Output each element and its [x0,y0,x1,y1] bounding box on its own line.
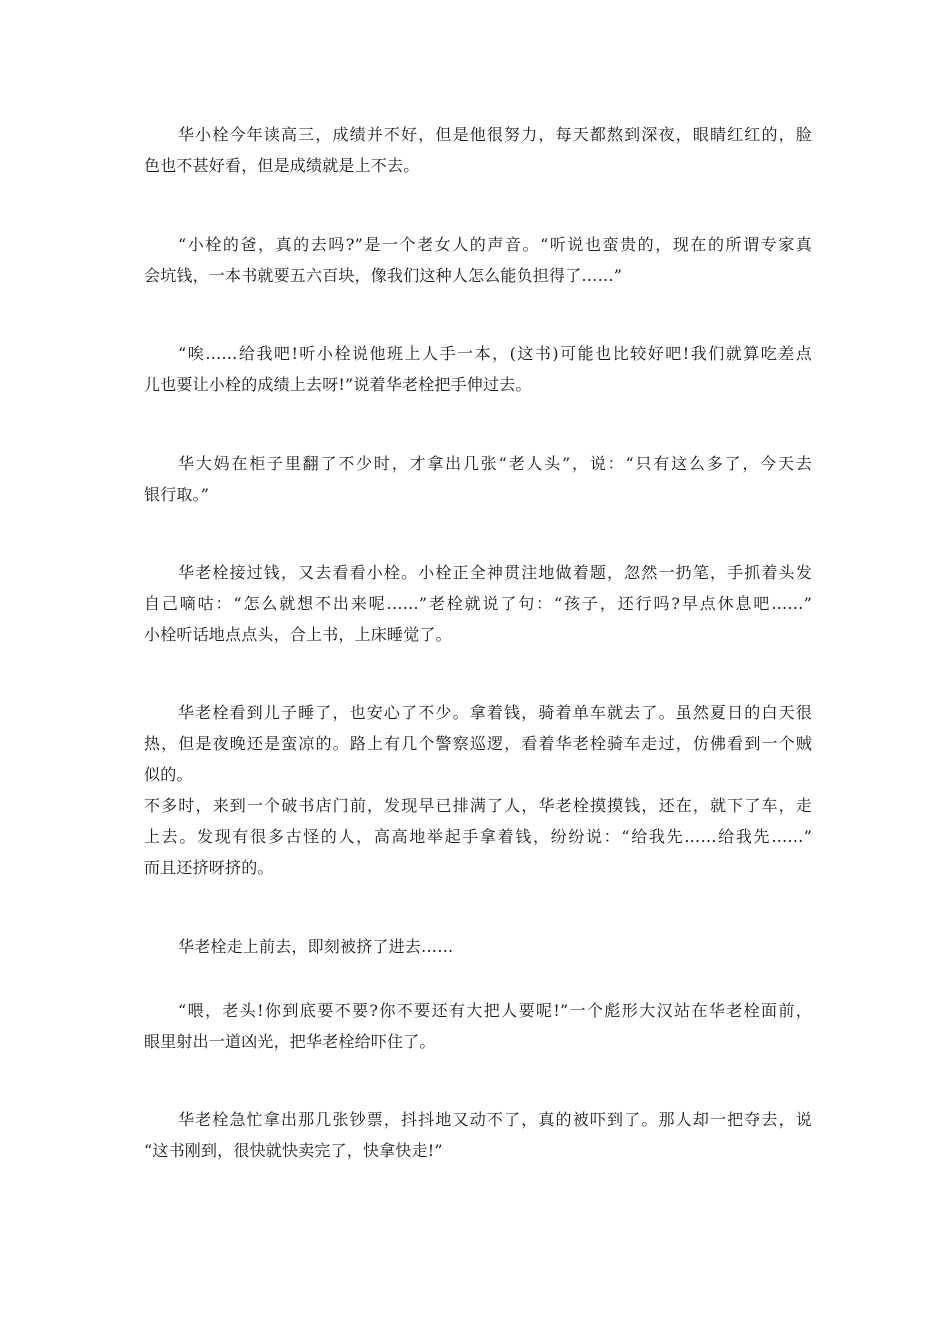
paragraph-line: 自己嘀咕：“怎么就想不出来呢……”老栓就说了句：“孩子，还行吗?早点休息吧……” [144,594,812,613]
paragraph-line: 华老栓急忙拿出那几张钞票，抖抖地又动不了，真的被吓到了。那人却一把夺去，说 [178,1110,812,1129]
paragraph-line: 小栓听话地点点头，合上书，上床睡觉了。 [144,625,452,644]
paragraph-3 [144,338,812,400]
paragraph-2 [144,229,812,291]
paragraph-line: “唉……给我吧!听小栓说他班上人手一本，(这书)可能也比较好吧!我们就算吃差点 [178,344,812,363]
paragraph-9 [144,1104,812,1166]
paragraph-line: 似的。 [144,765,193,784]
paragraph-line: 热，但是夜晚还是蛮凉的。路上有几个警察巡逻，看着华老栓骑车走过，仿佛看到一个贼 [144,734,812,753]
paragraph-line: 华老栓接过钱，又去看看小栓。小栓正全神贯注地做着题，忽然一扔笔，手抓着头发 [178,563,812,582]
paragraph-1 [144,119,812,181]
paragraph-line: 不多时，来到一个破书店门前，发现早已排满了人，华老栓摸摸钱，还在，就下了车，走 [144,796,812,815]
paragraph-line: “喂，老头!你到底要不要?你不要还有大把人要呢!”一个彪形大汉站在华老栓面前， [178,1001,812,1020]
paragraph-5 [144,557,812,650]
paragraph-line: 华老栓走上前去，即刻被挤了进去…… [178,937,454,956]
paragraph-line: 眼里射出一道凶光，把华老栓给吓住了。 [144,1032,436,1051]
paragraph-line: 华大妈在柜子里翻了不少时，才拿出几张“老人头”，说：“只有这么多了，今天去 [178,454,812,473]
paragraph-line: “小栓的爸，真的去吗?”是一个老女人的声音。“听说也蛮贵的，现在的所谓专家真 [178,235,812,254]
paragraph-4 [144,448,812,510]
paragraph-line: 上去。发现有很多古怪的人，高高地举起手拿着钱，纷纷说：“给我先……给我先……” [144,827,812,846]
paragraph-line: 华小栓今年读高三，成绩并不好，但是他很努力，每天都熬到深夜，眼睛红红的，脸 [178,125,812,144]
paragraph-line: 华老栓看到儿子睡了，也安心了不少。拿着钱，骑着单车就去了。虽然夏日的白天很 [178,703,812,722]
paragraph-line: 会坑钱，一本书就要五六百块，像我们这种人怎么能负担得了……” [144,266,623,285]
paragraph-6 [144,697,812,883]
paragraph-line: 而且还挤呀挤的。 [144,858,274,877]
paragraph-7 [144,931,812,962]
paragraph-line: 色也不甚好看，但是成绩就是上不去。 [144,156,420,175]
paragraph-line: 银行取。” [144,485,210,504]
paragraph-8 [144,995,812,1057]
paragraph-line: 儿也要让小栓的成绩上去呀!”说着华老栓把手伸过去。 [144,375,532,394]
paragraph-line: “这书刚到，很快就快卖完了，快拿快走!” [144,1141,443,1160]
